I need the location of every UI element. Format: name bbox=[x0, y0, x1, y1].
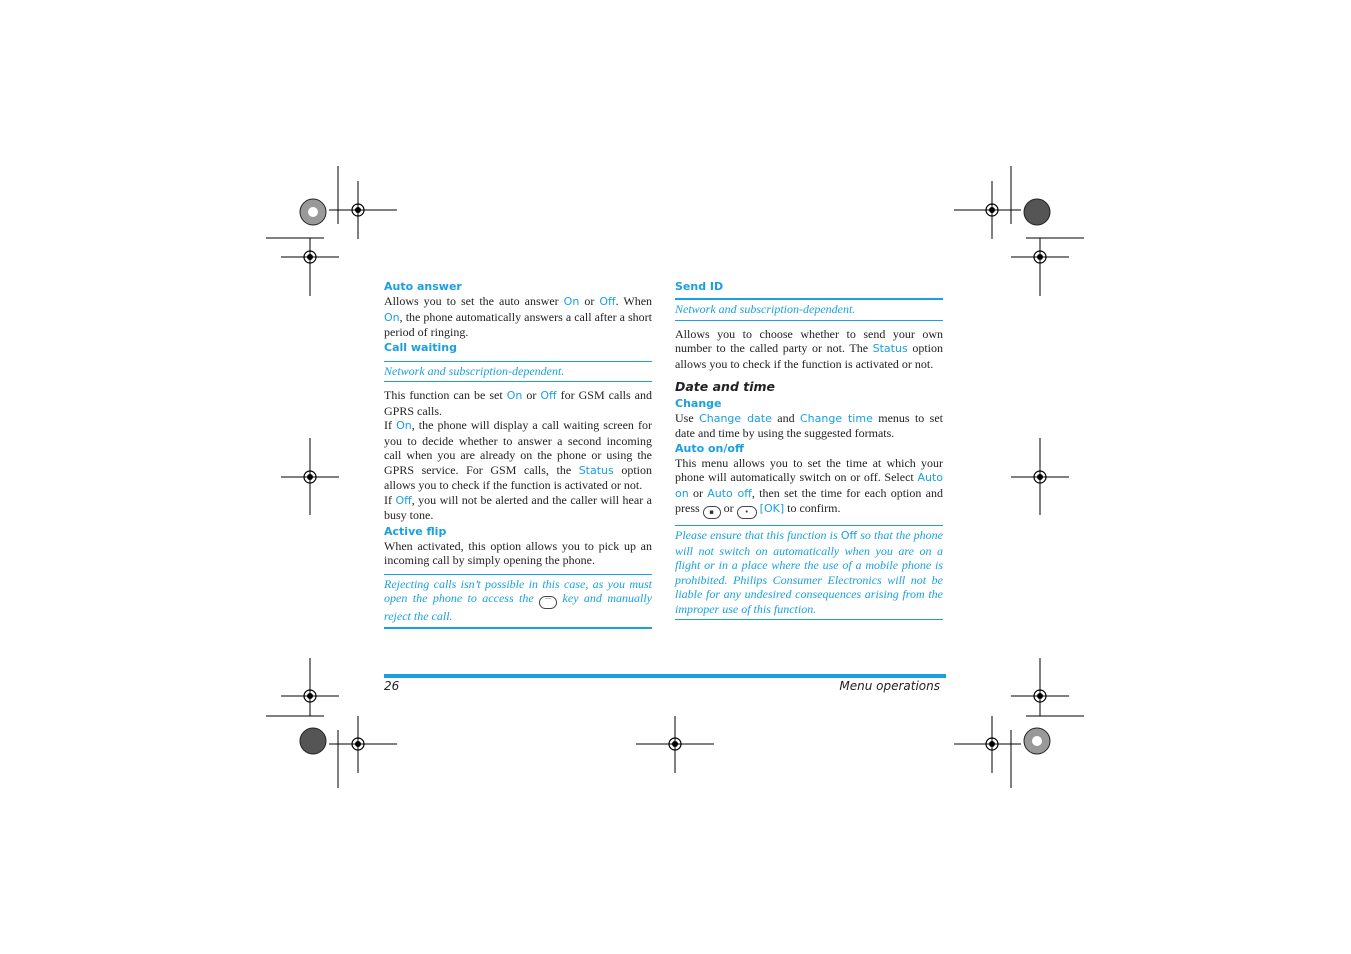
call-waiting-para-1 bbox=[384, 388, 652, 418]
active-flip-note bbox=[384, 574, 652, 629]
option-auto-on: Auto on bbox=[675, 471, 943, 500]
auto-answer-text bbox=[384, 294, 652, 340]
change-heading: Change bbox=[675, 396, 722, 410]
text-run: menus to set date and time by using the suggested formats. bbox=[675, 410, 944, 440]
call-waiting-heading: Call waiting bbox=[384, 340, 457, 354]
text-run: If bbox=[384, 418, 397, 432]
auto-on-off-heading: Auto on/off bbox=[675, 441, 744, 455]
text-run: , then set the time for each option and press bbox=[675, 485, 943, 515]
send-id-text bbox=[675, 327, 943, 372]
text-run: If bbox=[384, 492, 396, 507]
text-run: or bbox=[688, 485, 708, 500]
page-number: 26 bbox=[384, 679, 400, 693]
send-id-heading: Send ID bbox=[675, 280, 724, 293]
text-run: option allows you to check if the function is activated or not. bbox=[384, 462, 652, 492]
text-run: , the phone will display a call waiting screen for you to decide whether to answer a second incoming call when you are already on the phone or using the GPRS service. For GSM calls, the bbox=[384, 418, 652, 477]
text-run: This function can be set bbox=[384, 388, 507, 402]
option-off: Off bbox=[599, 295, 616, 308]
text-run: or bbox=[720, 501, 737, 515]
auto-on-off-note bbox=[675, 525, 943, 620]
option-off: Off bbox=[395, 493, 412, 507]
auto-answer-heading: Auto answer bbox=[384, 280, 462, 293]
date-time-title: Date and time bbox=[675, 379, 776, 394]
text-run: , the phone automatically answers a call after a short period of ringing. bbox=[384, 309, 652, 339]
auto-on-off-text bbox=[675, 456, 943, 520]
call-waiting-para-2 bbox=[384, 418, 652, 493]
active-flip-heading: Active flip bbox=[384, 524, 447, 538]
text-run: Please ensure that this function is bbox=[675, 528, 841, 542]
nav-key-icon: • bbox=[737, 506, 757, 519]
right-column bbox=[675, 279, 943, 626]
text-run: option allows you to check if the function is activated or not. bbox=[675, 341, 943, 371]
text-run: . When bbox=[615, 294, 653, 308]
text-run: Allows you to set the auto answer bbox=[384, 294, 564, 308]
option-on: On bbox=[396, 419, 412, 432]
option-off: Off bbox=[540, 389, 557, 402]
option-change-date: Change date bbox=[699, 411, 772, 425]
option-off: Off bbox=[840, 529, 858, 542]
call-waiting-note: Network and subscription-dependent. bbox=[384, 361, 652, 383]
text-run: or bbox=[579, 294, 600, 308]
send-id-note: Network and subscription-dependent. bbox=[675, 298, 943, 321]
call-waiting-para-3 bbox=[384, 493, 652, 523]
text-run: This menu allows you to set the time at which your phone will automatically switch on or off. Select bbox=[675, 455, 943, 484]
text-run: for GSM calls and GPRS calls. bbox=[384, 388, 652, 418]
option-status: Status bbox=[578, 463, 614, 477]
ok-softkey-label: [OK] bbox=[759, 502, 785, 515]
option-on: On bbox=[384, 310, 400, 324]
text-run: and bbox=[771, 410, 800, 425]
footer-rule bbox=[384, 674, 946, 678]
change-text bbox=[675, 411, 943, 441]
option-on: On bbox=[506, 389, 523, 402]
text-run: key and manually reject the call. bbox=[384, 591, 653, 623]
option-status: Status bbox=[872, 342, 908, 355]
footer-section-title: Menu operations bbox=[839, 679, 940, 693]
active-flip-text: When activated, this option allows you to pick up an incoming call by simply opening the phone. bbox=[384, 538, 652, 567]
text-run: or bbox=[522, 388, 541, 402]
text-run: Use bbox=[675, 410, 700, 425]
hang-up-key-icon: ⌒ bbox=[539, 596, 557, 609]
menu-key-icon: ▪ bbox=[703, 506, 721, 519]
text-run: so that the phone will not switch on automatically when you are on a flight or in a place where the use of a mobile phone is prohibited. Philips Consumer Electronics will not be liable for any undesired consequences arising from the improper use of this function. bbox=[675, 528, 944, 616]
option-change-time: Change time bbox=[799, 411, 873, 425]
option-on: On bbox=[563, 295, 580, 308]
text-run: to confirm. bbox=[784, 501, 841, 515]
option-auto-off: Auto off bbox=[707, 486, 752, 500]
text-run: Allows you to choose whether to send your own number to the called party or not. The bbox=[675, 326, 943, 355]
left-column bbox=[384, 279, 652, 635]
text-run: Rejecting calls isn’t possible in this case, as you must open the phone to access the bbox=[384, 576, 652, 605]
text-run: , you will not be alerted and the caller will hear a busy tone. bbox=[384, 492, 652, 522]
